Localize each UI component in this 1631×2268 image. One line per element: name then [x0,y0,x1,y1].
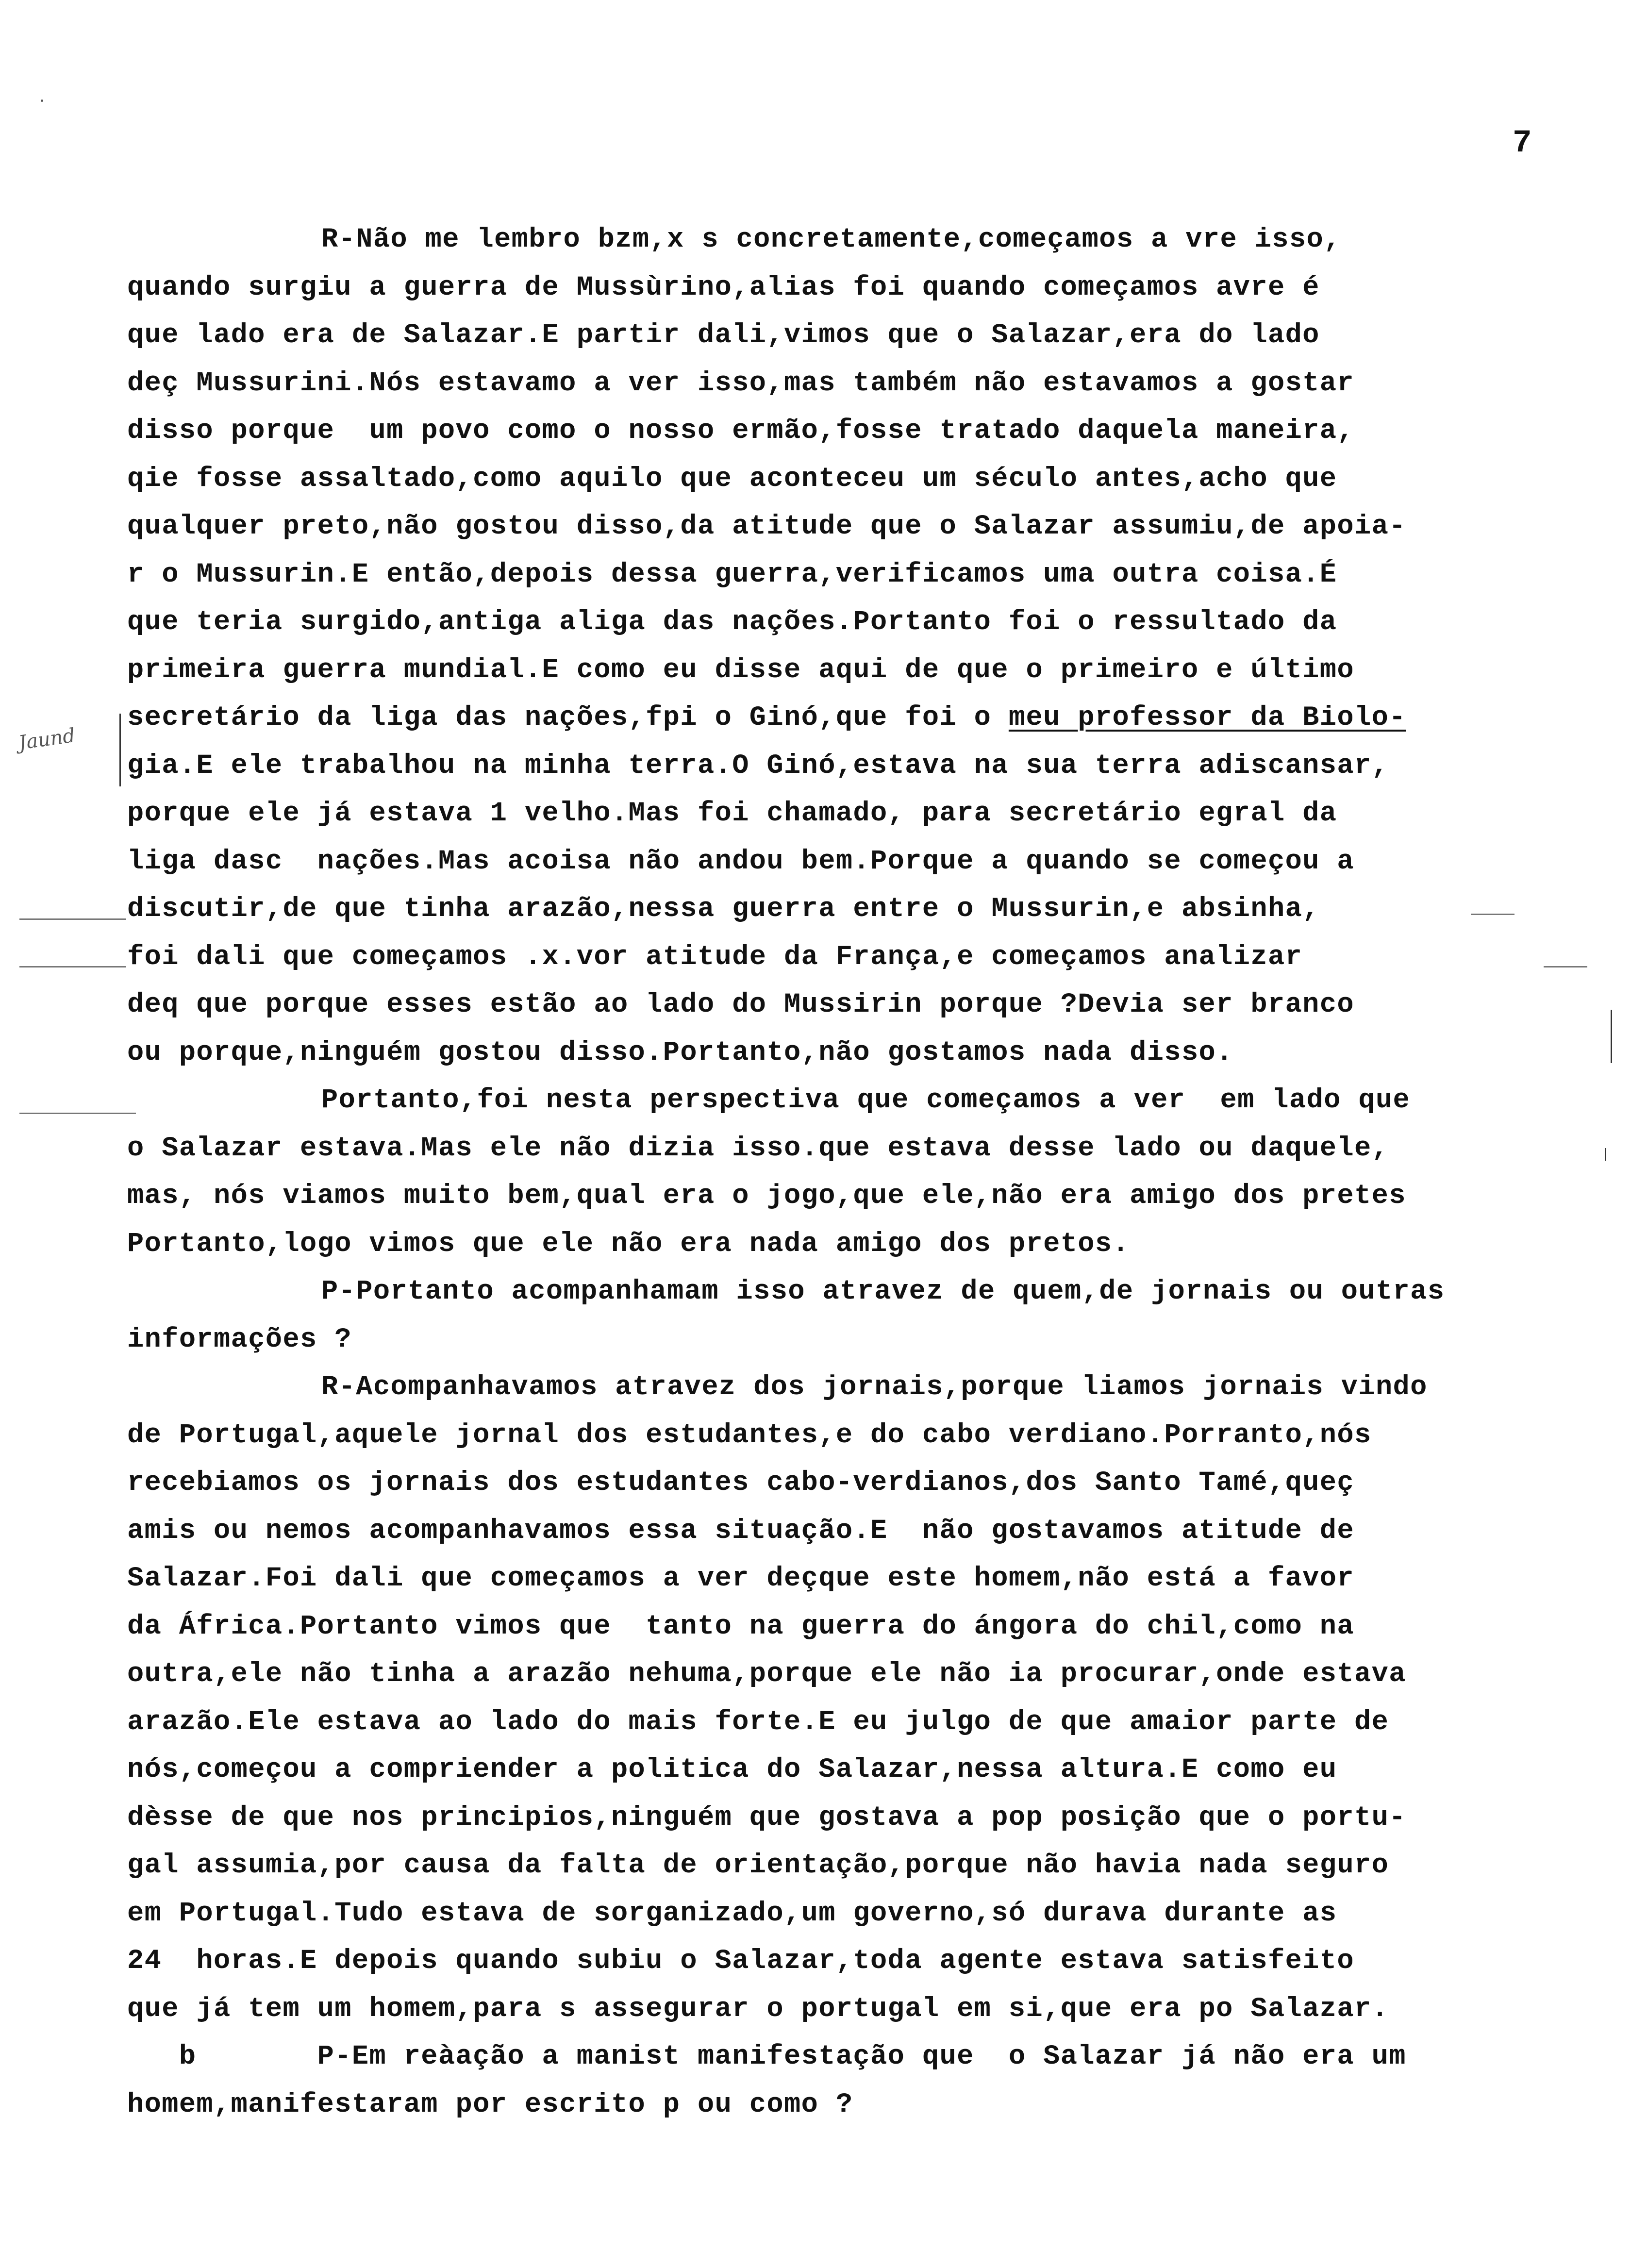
underlined-text: meu professor da Biolo- [1008,702,1406,734]
text-line [127,1603,1608,1651]
text-line [127,694,1608,742]
text-line-content: arazão.Ele estava ao lado do mais forte.E eu julgo de que amaior parte de [127,1706,1389,1738]
text-line-content: amis ou nemos acompanhavamos essa situação.E não gostavamos atitude de [127,1515,1354,1547]
text-line-content: Salazar.Foi dali que começamos a ver deçque este homem,não está a favor [127,1563,1354,1594]
text-line-content: que teria surgido,antiga aliga das nações.Portanto foi o ressultado da [127,607,1337,638]
text-line-content: nós,começou a compriender a politica do Salazar,nessa altura.E como eu [127,1754,1337,1785]
text-line-content: outra,ele não tinha a arazão nehuma,porque ele não ia procurar,onde estava [127,1659,1406,1690]
page-number: 7 [1513,125,1532,161]
text-line-content: da África.Portanto vimos que tanto na guerra do ángora do chil,como na [127,1611,1354,1642]
text-line [127,981,1608,1029]
text-line [127,455,1608,503]
text-line [127,934,1608,982]
text-line [127,1555,1608,1603]
text-line-content: b P-Em reàação a manist manifestação que o Salazar já não era um [127,2041,1406,2072]
text-line [127,1029,1608,1077]
text-line [127,1507,1608,1555]
text-line [127,1842,1608,1890]
text-line [127,742,1608,790]
text-line [127,1651,1608,1699]
text-line [127,838,1608,886]
text-line-content: discutir,de que tinha arazão,nessa guerra entre o Mussurin,e absinha, [127,894,1320,925]
text-line-content: liga dasc nações.Mas acoisa não andou bem.Porque a quando se começou a [127,846,1354,877]
text-line [127,1220,1608,1268]
text-line [127,1937,1608,1985]
margin-bracket [119,714,121,786]
text-line-content: P-Portanto acompanhamam isso atravez de quem,de jornais ou outras [321,1276,1445,1307]
text-line-content: R-Não me lembro bzm,x s concretamente,começamos a vre isso, [321,224,1341,255]
text-line-content: 24 horas.E depois quando subiu o Salazar,toda agente estava satisfeito [127,1946,1354,1977]
text-line [127,2081,1608,2129]
text-line [127,407,1608,455]
margin-mark [19,1113,136,1114]
text-line [127,1412,1608,1460]
text-line-content: porque ele já estava 1 velho.Mas foi chamado, para secretário egral da [127,798,1337,829]
text-line-content: recebiamos os jornais dos estudantes cabo-verdianos,dos Santo Tamé,queç [127,1468,1354,1499]
text-line [127,647,1608,695]
speck [41,100,43,102]
text-line [127,599,1608,647]
handwritten-margin-note: Jaund [17,724,77,754]
text-line-content: deç Mussurini.Nós estavamo a ver isso,mas também não estavamos a gostar [127,367,1354,399]
text-line-content: Portanto,foi nesta perspectiva que começamos a ver em lado que [321,1085,1411,1116]
text-line [127,264,1608,312]
text-line-content: informações ? [127,1324,352,1355]
text-line [127,1125,1608,1173]
text-line [127,216,1608,264]
text-line-content: foi dali que começamos .x.vor atitude da França,e começamos analizar [127,941,1303,973]
text-line-content: que lado era de Salazar.E partir dali,vimos que o Salazar,era do lado [127,320,1320,351]
text-line-content: quando surgiu a guerra de Mussùrino,alias foi quando começamos avre é [127,272,1320,303]
text-line [127,503,1608,551]
text-line-content: r o Mussurin.E então,depois dessa guerra,verificamos uma outra coisa.É [127,559,1337,590]
text-line-content: qualquer preto,não gostou disso,da atitude que o Salazar assumiu,de apoia- [127,511,1406,542]
text-line-content: secretário da liga das nações,fpi o Ginó,que foi o [127,702,1009,734]
text-line-content: R-Acompanhavamos atravez dos jornais,porque liamos jornais vindo [321,1372,1428,1403]
text-line-content: que já tem um homem,para s assegurar o portugal em si,que era po Salazar. [127,1993,1389,2025]
text-line [127,1459,1608,1507]
text-line-content: mas, nós viamos muito bem,qual era o jogo,que ele,não era amigo dos pretes [127,1181,1406,1212]
text-line [127,2033,1608,2081]
margin-mark [19,966,126,967]
text-line [127,1890,1608,1938]
text-line [127,1746,1608,1794]
text-line-content: gal assumia,por causa da falta de orientação,porque não havia nada seguro [127,1850,1389,1881]
text-line-content: em Portugal.Tudo estava de sorganizado,um governo,só durava durante as [127,1898,1337,1929]
text-line [127,1699,1608,1747]
text-line [127,1077,1608,1125]
text-line [127,312,1608,360]
text-line-content: gia.E ele trabalhou na minha terra.O Ginó,estava na sua terra adiscansar, [127,750,1389,782]
margin-mark [19,918,126,920]
text-line-content: ou porque,ninguém gostou disso.Portanto,não gostamos nada disso. [127,1037,1233,1068]
text-line-content: deq que porque esses estão ao lado do Mussirin porque ?Devia ser branco [127,989,1354,1020]
text-line-content: de Portugal,aquele jornal dos estudantes,e do cabo verdiano.Porranto,nós [127,1419,1372,1451]
text-line-content: primeira guerra mundial.E como eu disse aqui de que o primeiro e último [127,654,1354,686]
text-line [127,1794,1608,1842]
text-line [127,551,1608,599]
text-line [127,1172,1608,1220]
text-line [127,360,1608,408]
text-line [127,790,1608,838]
margin-mark [1611,1010,1612,1063]
text-line-content: dèsse de que nos principios,ninguém que gostava a pop posição que o portu- [127,1802,1406,1834]
text-line [127,885,1608,934]
text-line [127,1985,1608,2034]
typed-text-body [127,216,1608,2129]
text-line-content: qie fosse assaltado,como aquilo que aconteceu um século antes,acho que [127,463,1337,495]
text-line-content: homem,manifestaram por escrito p ou como ? [127,2089,853,2120]
text-line-content: o Salazar estava.Mas ele não dizia isso.que estava desse lado ou daquele, [127,1133,1389,1164]
text-line [127,1364,1608,1412]
text-line-content: disso porque um povo como o nosso ermão,fosse tratado daquela maneira, [127,416,1354,447]
text-line [127,1268,1608,1316]
text-line [127,1316,1608,1364]
text-line-content: Portanto,logo vimos que ele não era nada amigo dos pretos. [127,1228,1130,1260]
